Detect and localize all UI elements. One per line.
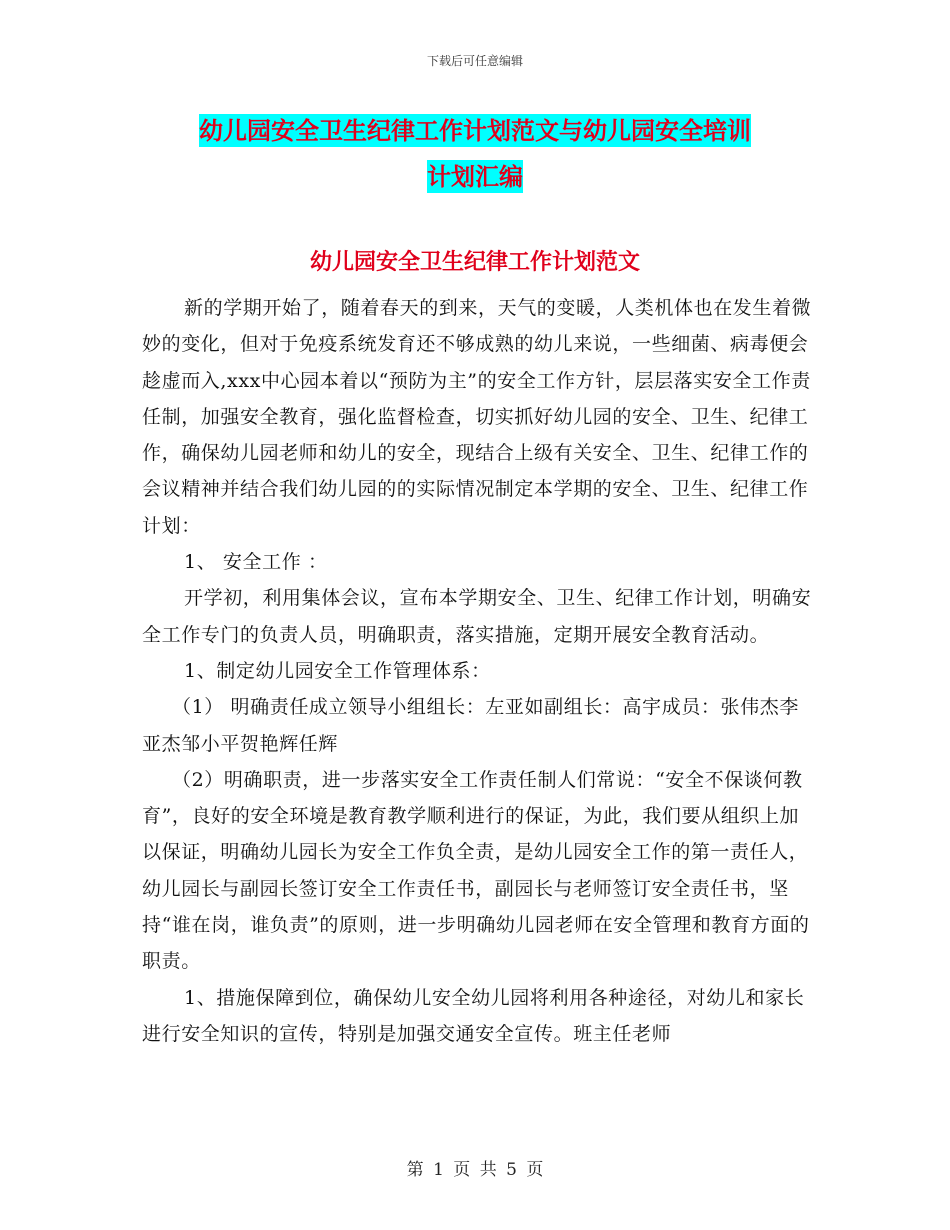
paragraph-semester-start: 开学初，利用集体会议，宣布本学期安全、卫生、纪律工作计划，明确安全工作专门的负责人员，明确职责，落实措施，定期开展安全教育活动。 [142,587,812,646]
document-title-line2: 计划汇编 [427,162,523,191]
document-title-line1: 幼儿园安全卫生纪律工作计划范文与幼儿园安全培训 [199,116,751,145]
page-footer: 第 1 页 共 5 页 [406,1160,544,1180]
document-title [0,108,950,200]
paragraph-responsibilities: （2）明确职责，进一步落实安全工作责任制人们常说：“安全不保谈何教育”，良好的安全环境是教育教学顺利进行的保证，为此，我们要从组织上加以保证，明确幼儿园长为安全工作负全责，是幼儿园安全工作的第一责任人，幼儿园长与副园长签订安全工作责任书，副园长与老师签订安全责任书，坚持“谁在岗，谁负责”的原则，进一步明确幼儿园老师在安全管理和教育方面的职责。 [142,768,810,973]
paragraph-intro: 新的学期开始了，随着春天的到来，天气的变暖，人类机体也在发生着微妙的变化，但对于免疫系统发育还不够成熟的幼儿来说，一些细菌、病毒便会趁虚而入,xxx中心园本着以“预防为主”的安全工作方针，层层落实安全工作责任制，加强安全教育，强化监督检查，切实抓好幼儿园的安全、卫生、纪律工作，确保幼儿园老师和幼儿的安全，现结合上级有关安全、卫生、纪律工作的会议精神并结合我们幼儿园的的实际情况制定本学期的安全、卫生、纪律工作计划： [142,297,812,537]
page-header-note: 下载后可任意编辑 [426,54,523,68]
section-title: 幼儿园安全卫生纪律工作计划范文 [309,249,640,275]
document-body [142,290,812,1052]
paragraph-leadership-group: （1） 明确责任成立领导小组组长：左亚如副组长：高宇成员：张伟杰李亚杰邹小平贺艳辉任辉 [142,696,799,755]
paragraph-measures: 1、措施保障到位，确保幼儿安全幼儿园将利用各种途径，对幼儿和家长进行安全知识的宣传，特别是加强交通安全宣传。班主任老师 [142,986,805,1045]
paragraph-heading-safety: 1、 安全工作 ： [184,551,328,574]
paragraph-management-system: 1、制定幼儿园安全工作管理体系： [184,659,491,682]
